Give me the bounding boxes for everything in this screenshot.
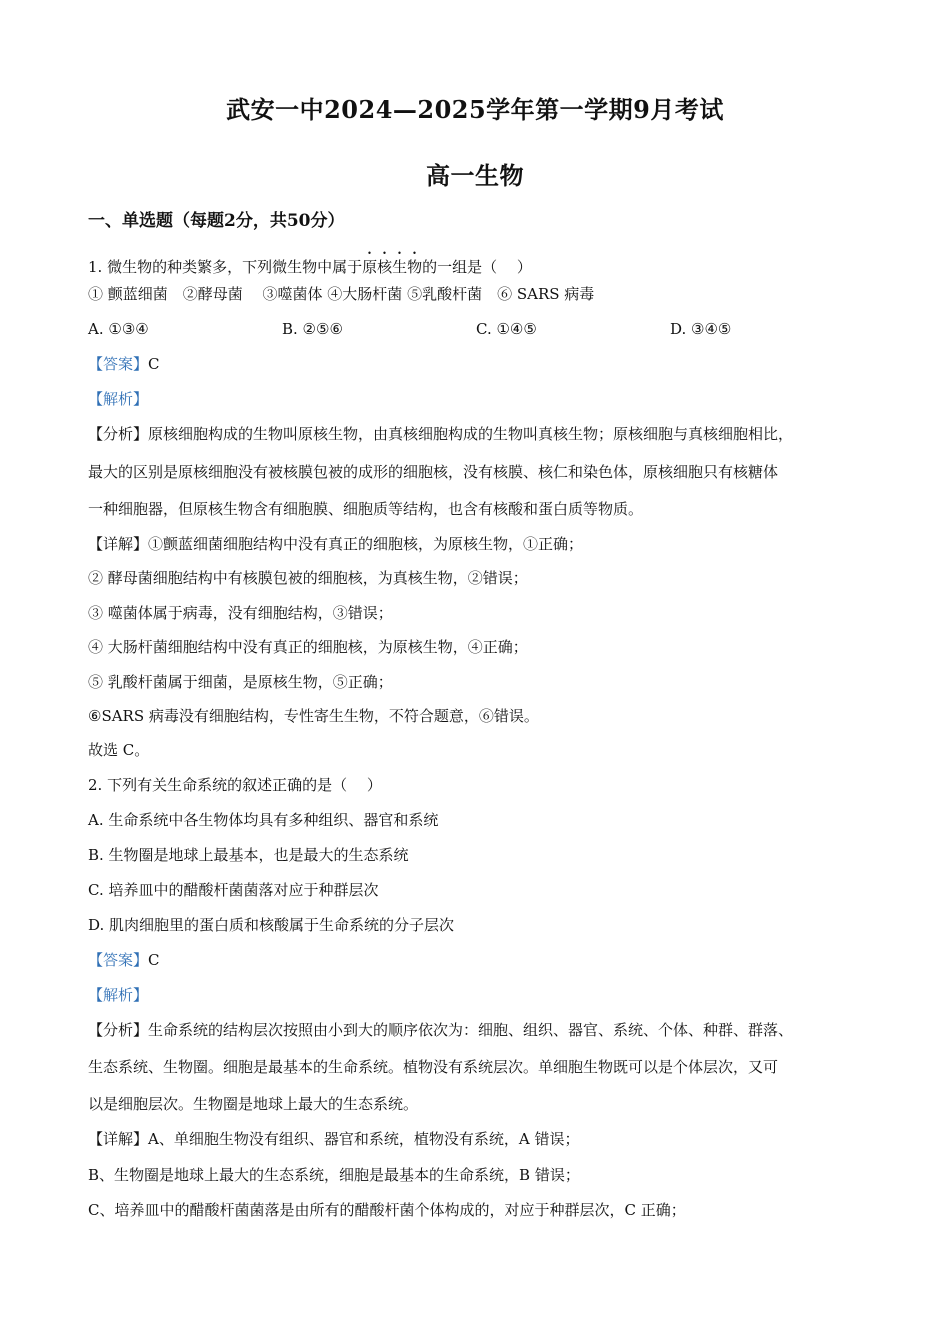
q1-fenxi-text-1: 原核细胞构成的生物叫原核生物，由真核细胞构成的生物叫真核生物；原核细胞与真核细胞相比，	[148, 425, 794, 443]
q1-analysis-tag: 【解析】	[88, 390, 149, 408]
q1-detail-2: ② 酵母菌细胞结构中有核膜包被的细胞核，为真核生物，②错误；	[88, 569, 528, 587]
q2-answer-value: C	[148, 951, 160, 969]
q2-stem: 2. 下列有关生命系统的叙述正确的是（ ）	[88, 776, 382, 794]
q2-fenxi-text-1: 生命系统的结构层次按照由小到大的顺序依次为：细胞、组织、器官、系统、个体、种群、群落、	[148, 1021, 794, 1039]
q1-option-a: A. ①③④	[88, 320, 149, 338]
q2-detail-tag: 【详解】	[88, 1130, 149, 1148]
q2-option-a: A. 生命系统中各生物体均具有多种组织、器官和系统	[88, 811, 439, 829]
q1-detail-3: ③ 噬菌体属于病毒，没有细胞结构，③错误；	[88, 604, 393, 622]
subject-title: 高一生物	[426, 161, 524, 190]
section-heading: 一、单选题（每题2分，共50分）	[88, 211, 345, 231]
q1-answer-tag: 【答案】	[88, 355, 149, 373]
q1-detail-6: ⑥SARS 病毒没有细胞结构，专性寄生生物，不符合题意，⑥错误。	[88, 707, 539, 725]
q1-option-d: D. ③④⑤	[670, 320, 732, 338]
q1-stem-pre: 1. 微生物的种类繁多，下列微生物中属于	[88, 258, 363, 276]
q2-option-b: B. 生物圈是地球上最基本，也是最大的生态系统	[88, 846, 409, 864]
q1-detail-5: ⑤ 乳酸杆菌属于细菌，是原核生物，⑤正确；	[88, 673, 393, 691]
q1-detail-text-1: ①颤蓝细菌细胞结构中没有真正的细胞核，为原核生物，①正确；	[148, 535, 584, 553]
q2-option-d: D. 肌肉细胞里的蛋白质和核酸属于生命系统的分子层次	[88, 916, 455, 934]
q1-stem-emphasis: 原核生物	[362, 258, 423, 276]
q1-option-c: C. ①④⑤	[476, 320, 537, 338]
q1-fenxi-tag: 【分析】	[88, 425, 149, 443]
exam-title: 武安一中2024—2025学年第一学期9月考试	[226, 95, 724, 124]
q1-stem	[88, 249, 878, 277]
q1-answer	[88, 354, 878, 374]
q1-option-b: B. ②⑤⑥	[282, 320, 343, 338]
q2-fenxi-3: 以是细胞层次。生物圈是地球上最大的生态系统。	[88, 1095, 419, 1113]
q1-detail-tag: 【详解】	[88, 535, 149, 553]
q1-detail-1	[88, 534, 878, 554]
q1-fenxi-3: 一种细胞器，但原核生物含有细胞膜、细胞质等结构，也含有核酸和蛋白质等物质。	[88, 500, 644, 518]
q2-option-c: C. 培养皿中的醋酸杆菌菌落对应于种群层次	[88, 881, 379, 899]
q1-fenxi-1	[88, 424, 878, 444]
q2-detail-3: C、培养皿中的醋酸杆菌菌落是由所有的醋酸杆菌个体构成的，对应于种群层次，C 正确；	[88, 1201, 686, 1219]
q2-fenxi-1	[88, 1020, 878, 1040]
q2-answer-tag: 【答案】	[88, 951, 149, 969]
q1-stem-post: 的一组是（ ）	[422, 258, 532, 276]
q2-fenxi-tag: 【分析】	[88, 1021, 149, 1039]
q1-items: ① 颤蓝细菌 ②酵母菌 ③噬菌体 ④大肠杆菌 ⑤乳酸杆菌 ⑥ SARS 病毒	[88, 285, 595, 303]
q2-detail-text-1: A、单细胞生物没有组织、器官和系统，植物没有系统，A 错误；	[148, 1130, 580, 1148]
q2-fenxi-2: 生态系统、生物圈。细胞是最基本的生命系统。植物没有系统层次。单细胞生物既可以是个体层次，又可	[88, 1058, 779, 1076]
q1-detail-4: ④ 大肠杆菌细胞结构中没有真正的细胞核，为原核生物，④正确；	[88, 638, 528, 656]
q2-detail-1	[88, 1129, 878, 1149]
q2-analysis-tag: 【解析】	[88, 986, 149, 1004]
q2-answer	[88, 950, 878, 970]
q1-conclusion: 故选 C。	[88, 741, 150, 759]
q2-detail-2: B、生物圈是地球上最大的生态系统，细胞是最基本的生命系统，B 错误；	[88, 1166, 580, 1184]
q1-options	[88, 319, 878, 339]
q1-answer-value: C	[148, 355, 160, 373]
q1-fenxi-2: 最大的区别是原核细胞没有被核膜包被的成形的细胞核，没有核膜、核仁和染色体，原核细胞只有核糖体	[88, 463, 779, 481]
